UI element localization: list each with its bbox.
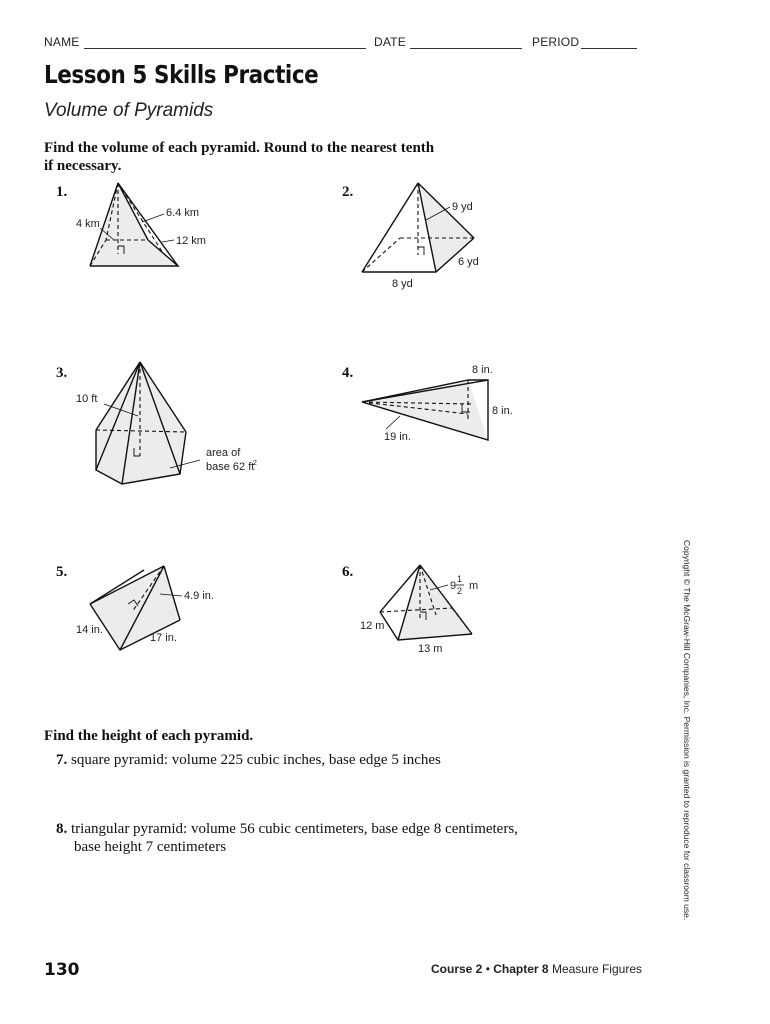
- problem-3-number: 3.: [56, 365, 68, 381]
- name-label: NAME: [44, 35, 80, 49]
- question-8-line-1: triangular pyramid: volume 56 cubic centimeters, base edge 8 centimeters,: [71, 821, 518, 837]
- problem-4-number: 4.: [342, 365, 354, 381]
- page-number: 130: [44, 960, 80, 980]
- fig6-height-denominator: 2: [457, 586, 463, 596]
- problem-5-number: 5.: [56, 564, 68, 580]
- lesson-subtitle: Volume of Pyramids: [44, 100, 214, 121]
- footer-bullet: •: [485, 962, 490, 976]
- fig4-base-label: 19 in.: [384, 431, 411, 443]
- footer-chapter-title: Measure Figures: [551, 962, 642, 976]
- problem-6-number: 6.: [342, 564, 354, 580]
- fig3-base-area-label-line1: area of: [206, 447, 241, 459]
- fig3-base-area-label-line2: base 62 ft: [206, 461, 255, 473]
- fig1-edge-label: 6.4 km: [166, 207, 200, 219]
- fig4-top-label: 8 in.: [472, 364, 493, 376]
- fig2-side-label: 6 yd: [458, 256, 479, 268]
- question-8-number: 8.: [56, 821, 68, 837]
- fig5-base-label: 17 in.: [150, 632, 177, 644]
- question-8-line-2: base height 7 centimeters: [74, 839, 227, 855]
- footer-course-info: [431, 962, 642, 976]
- fig2-base-label: 8 yd: [392, 278, 413, 290]
- instruction-line-2: if necessary.: [44, 158, 122, 174]
- footer-course: Course 2: [431, 962, 483, 976]
- question-7: [56, 751, 616, 769]
- footer-chapter: Chapter 8: [493, 962, 549, 976]
- fig6-side-label: 12 m: [360, 620, 385, 632]
- fig3-height-label: 10 ft: [76, 393, 98, 405]
- period-label: PERIOD: [532, 35, 580, 49]
- question-7-number: 7.: [56, 752, 68, 768]
- problem-2-number: 2.: [342, 184, 354, 200]
- fig6-height-unit: m: [469, 580, 479, 592]
- fig6-base-label: 13 m: [418, 643, 443, 655]
- question-8: [56, 820, 616, 856]
- problem-1-number: 1.: [56, 184, 68, 200]
- fig2-height-label: 9 yd: [452, 201, 473, 213]
- fig1-slant-label: 4 km: [76, 218, 100, 230]
- instruction-line-1: Find the volume of each pyramid. Round to the nearest tenth: [44, 140, 435, 156]
- fig6-height-whole: 9: [450, 580, 457, 592]
- fig5-height-label: 4.9 in.: [184, 590, 214, 602]
- lesson-title: Lesson 5 Skills Practice: [44, 60, 319, 89]
- fig5-edge-label: 14 in.: [76, 624, 103, 636]
- fig6-height-numerator: 1: [457, 574, 463, 584]
- date-label: DATE: [374, 35, 406, 49]
- fig4-side-label: 8 in.: [492, 405, 513, 417]
- copyright-notice: Copyright © The McGraw-Hill Companies, Inc. Permission is granted to reproduce for classroom use.: [682, 540, 692, 921]
- question-7-text: square pyramid: volume 225 cubic inches, base edge 5 inches: [71, 752, 441, 768]
- fig1-base-label: 12 km: [176, 235, 206, 247]
- section2-instruction: Find the height of each pyramid.: [44, 728, 254, 744]
- fig3-exponent: 2: [253, 460, 257, 467]
